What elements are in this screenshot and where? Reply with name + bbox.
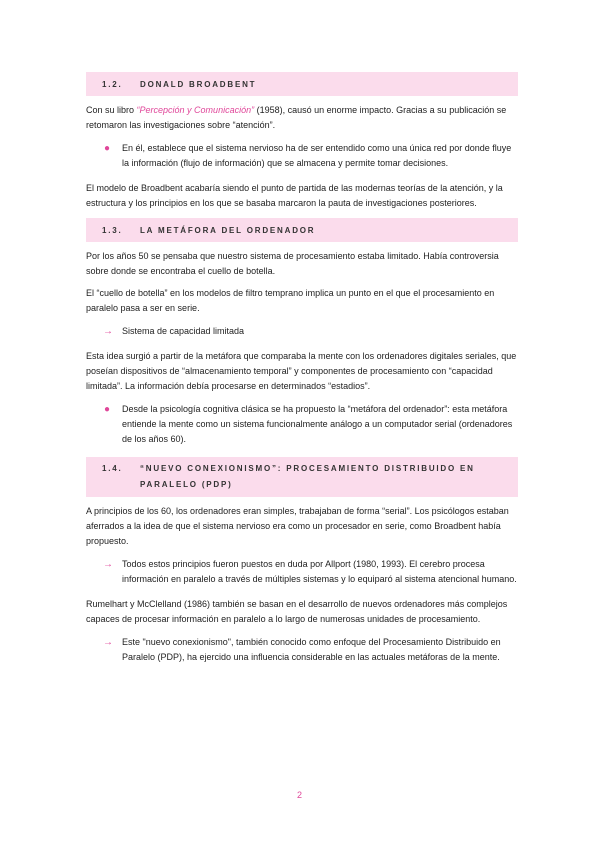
paragraph: Por los años 50 se pensaba que nuestro sistema de procesamiento estaba limitado. Había controversia sobre donde se encontraba el cuello de botella. <box>86 251 499 276</box>
section-heading-1-2 <box>86 72 518 96</box>
arrow-item: → Todos estos principios fueron puestos en duda por Allport (1980, 1993). El cerebro procesa información en paralelo a través de múltiples sistemas y lo equiparó al sistema atencional humano. <box>103 559 517 584</box>
paragraph: A principios de los 60, los ordenadores eran simples, trabajaban de forma “serial”. Los psicólogos estaban aferrados a la idea de que el sistema nervioso era como un procesador en serie, como Broadbent había propuesto. <box>86 506 509 546</box>
section-heading-1-4 <box>86 457 518 497</box>
section-number: 1.2. <box>102 79 123 89</box>
paragraph: El “cuello de botella” en los modelos de filtro temprano implica un punto en el que el procesamiento en paralelo pasa a ser en serie. <box>86 288 495 313</box>
paragraph: Con su libro “Percepción y Comunicación” (1958), causó un enorme impacto. Gracias a su publicación se retomaron las investigaciones sobre “atención”. <box>86 105 507 130</box>
section-number: 1.4. <box>102 464 123 473</box>
pink-arrow-icon: → <box>103 559 113 570</box>
pink-dot-bullet-icon: ● <box>104 143 111 154</box>
book-title: “Percepción y Comunicación” <box>136 105 255 115</box>
bullet-item: ● Desde la psicología cognitiva clásica se ha propuesto la “metáfora del ordenador”: esta metáfora entiende la mente como un sistema funcionalmente análogo a un computador serial (ordenadores de los años 60). <box>104 404 513 444</box>
arrow-item: → Este "nuevo conexionismo", también conocido como enfoque del Procesamiento Distribuido en Paralelo (PDP), ha ejercido una influencia considerable en las actuales metáforas de la mente. <box>103 637 501 662</box>
paragraph: Esta idea surgió a partir de la metáfora que comparaba la mente con los ordenadores digitales seriales, que poseían dispositivos de “almacenamiento temporal” y componentes de procesamiento con “capacidad limitada”. La información debía procesarse en determinados “estadios”. <box>86 351 517 391</box>
bullet-item: ● En él, establece que el sistema nervioso ha de ser entendido como una única red por donde fluye la información (flujo de información) que se almacena y permite tomar decisiones. <box>104 143 512 168</box>
section-number: 1.3. <box>102 225 123 235</box>
paragraph: El modelo de Broadbent acabaría siendo el punto de partida de las modernas teorías de la atención, y la estructura y los principios en los que se basaba marcaron la pauta de investigaciones posteriores. <box>86 183 503 208</box>
section-title: LA METÁFORA DEL ORDENADOR <box>140 225 316 235</box>
paragraph: Rumelhart y McClelland (1986) también se basan en el desarrollo de nuevos ordenadores más complejos capaces de procesar información en paralelo a lo largo de numerosas unidades de procesamiento. <box>86 599 508 624</box>
arrow-item: → Sistema de capacidad limitada <box>103 326 245 337</box>
section-heading-1-3 <box>86 218 518 242</box>
document-page <box>86 68 518 675</box>
section-title: “NUEVO CONEXIONISMO”: PROCESAMIENTO DISTRIBUIDO EN PARALELO (PDP) <box>140 464 475 489</box>
pink-dot-bullet-icon: ● <box>104 404 111 415</box>
page-number: 2 <box>296 790 302 800</box>
section-title: DONALD BROADBENT <box>140 79 257 89</box>
pink-arrow-icon: → <box>103 637 113 648</box>
pink-arrow-icon: → <box>103 326 113 337</box>
